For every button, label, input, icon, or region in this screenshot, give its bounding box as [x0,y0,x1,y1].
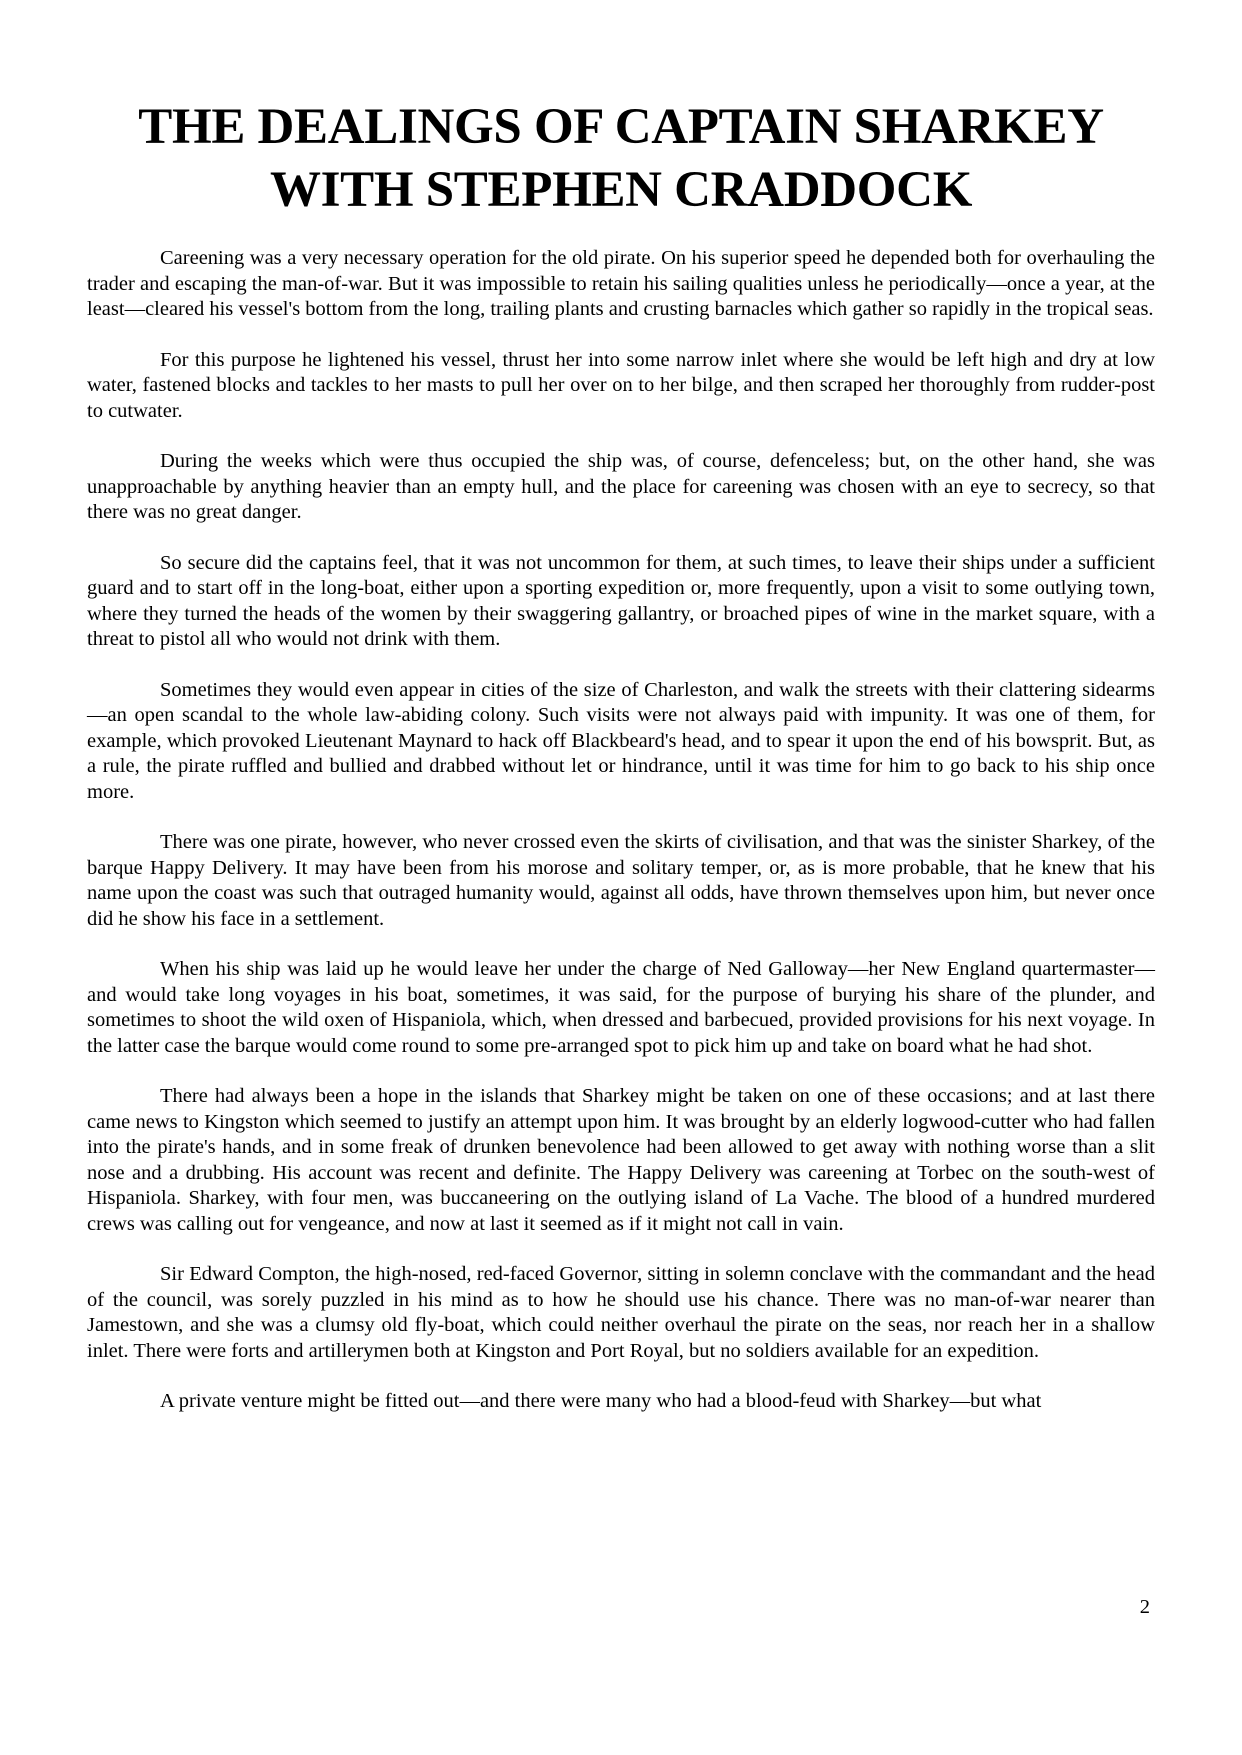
paragraph-5: Sometimes they would even appear in cities of the size of Charleston, and walk the streets with their clattering sidearms—an open scandal to the whole law-abiding colony. Such visits were not always paid with impunity. It was one of them, for example, which provoked Lieutenant Maynard to hack off Blackbeard's head, and to spear it upon the end of his bowsprit. But, as a rule, the pirate ruffled and bullied and drabbed without let or hindrance, until it was time for him to go back to his ship once more. [87,678,1155,803]
chapter-title-line-2: WITH STEPHEN CRADDOCK [269,162,973,218]
chapter-title [87,96,1155,222]
paragraph-3: During the weeks which were thus occupied the ship was, of course, defenceless; but, on the other hand, she was unapproachable by anything heavier than an empty hull, and the place for careening was chosen with an eye to secrecy, so that there was no great danger. [87,450,1155,523]
chapter-title-line-1: THE DEALINGS OF CAPTAIN SHARKEY [138,99,1104,155]
paragraph-10: A private venture might be fitted out—and there were many who had a blood-feud with Sharkey—but what [160,1390,1042,1412]
paragraph-9: Sir Edward Compton, the high-nosed, red-faced Governor, sitting in solemn conclave with the commandant and the head of the council, was sorely puzzled in his mind as to how he should use his chance. There was no man-of-war nearer than Jamestown, and she was a clumsy old fly-boat, which could neither overhaul the pirate on the seas, nor reach her in a shallow inlet. There were forts and artillerymen both at Kingston and Port Royal, but no soldiers available for an expedition. [87,1263,1155,1362]
paragraph-2: For this purpose he lightened his vessel, thrust her into some narrow inlet where she would be left high and dry at low water, fastened blocks and tackles to her masts to pull her over on to her bilge, and then scraped her thoroughly from rudder-post to cutwater. [87,348,1155,422]
paragraph-8: There had always been a hope in the islands that Sharkey might be taken on one of these occasions; and at last there came news to Kingston which seemed to justify an attempt upon him. It was brought by an elderly logwood-cutter who had fallen into the pirate's hands, and in some freak of drunken benevolence had been allowed to get away with nothing worse than a slit nose and a drubbing. His account was recent and definite. The Happy Delivery was careening at Torbec on the south-west of Hispaniola. Sharkey, with four men, was buccaneering on the outlying island of La Vache. The blood of a hundred murdered crews was calling out for vengeance, and now at last it seemed as if it might not call in vain. [87,1085,1155,1235]
paragraph-6: There was one pirate, however, who never crossed even the skirts of civilisation, and that was the sinister Sharkey, of the barque Happy Delivery. It may have been from his morose and solitary temper, or, as is more probable, that he knew that his name upon the coast was such that outraged humanity would, against all odds, have thrown themselves upon him, but never once did he show his face in a settlement. [87,831,1155,930]
paragraph-4: So secure did the captains feel, that it was not uncommon for them, at such times, to leave their ships under a sufficient guard and to start off in the long-boat, either upon a sporting expedition or, more frequently, upon a visit to some outlying town, where they turned the heads of the women by their swaggering gallantry, or broached pipes of wine in the market square, with a threat to pistol all who would not drink with them. [87,551,1155,650]
page-number: 2 [1139,1596,1150,1618]
paragraph-1: Careening was a very necessary operation for the old pirate. On his superior speed he depended both for overhauling the trader and escaping the man-of-war. But it was impossible to retain his sailing qualities unless he periodically—once a year, at the least—cleared his vessel's bottom from the long, trailing plants and crusting barnacles which gather so rapidly in the tropical seas. [87,247,1155,320]
body-text [87,246,1155,1440]
paragraph-7: When his ship was laid up he would leave her under the charge of Ned Galloway—her New England quartermaster—and would take long voyages in his boat, sometimes, it was said, for the purpose of burying his share of the plunder, and sometimes to shoot the wild oxen of Hispaniola, which, when dressed and barbecued, provided provisions for his next voyage. In the latter case the barque would come round to some pre-arranged spot to pick him up and take on board what he had shot. [87,958,1155,1057]
